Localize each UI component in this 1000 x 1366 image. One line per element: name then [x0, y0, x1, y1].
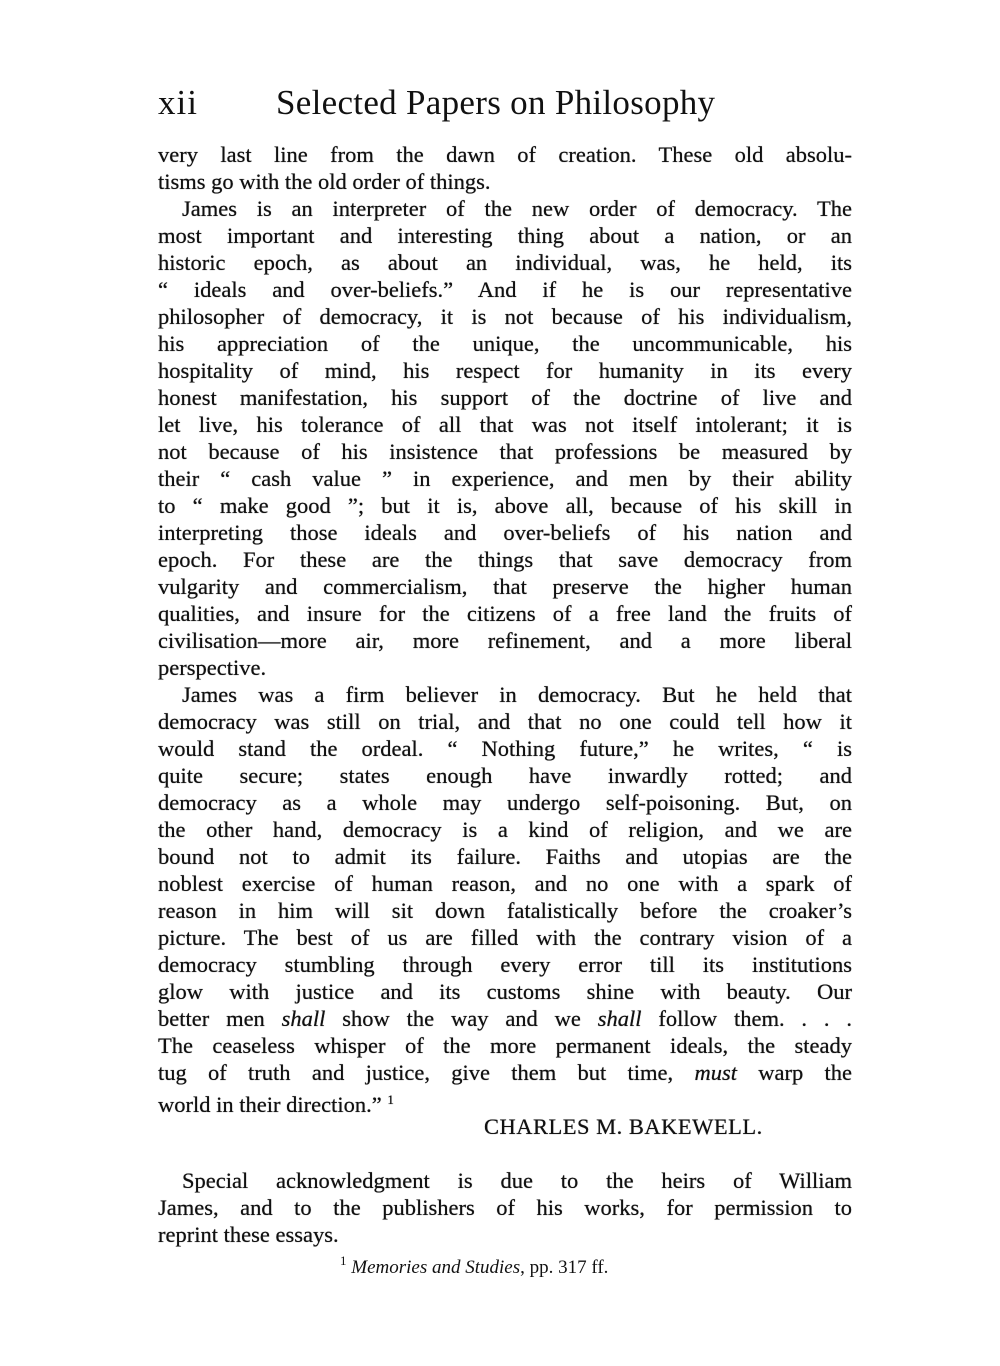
- acknowledgment: [158, 1167, 852, 1248]
- text-line: [158, 438, 852, 465]
- text-segment: most important and interesting thing about a nation, or an: [158, 223, 852, 248]
- text-line: [158, 735, 852, 762]
- text-segment: not because of his insistence that professions be measured by: [158, 439, 852, 464]
- text-line: [158, 681, 852, 708]
- text-segment: interpreting those ideals and over-beliefs of his nation and: [158, 520, 852, 545]
- text-line: [158, 276, 852, 303]
- text-line: [158, 1221, 852, 1248]
- text-segment: glow with justice and its customs shine with beauty. Our: [158, 979, 852, 1004]
- text-line: [158, 168, 852, 195]
- text-line: [158, 330, 852, 357]
- footnote-reference: 1: [387, 1092, 394, 1107]
- text-segment: tug of truth and justice, give them but time,: [158, 1060, 695, 1085]
- text-line: [158, 816, 852, 843]
- text-line: [158, 465, 852, 492]
- page-number: xii: [158, 83, 198, 122]
- text-segment: democracy was still on trial, and that no one could tell how it: [158, 709, 852, 734]
- text-segment: epoch. For these are the things that save democracy from: [158, 547, 852, 572]
- text-segment: his appreciation of the unique, the uncommunicable, his: [158, 331, 852, 356]
- text-segment: quite secure; states enough have inwardly rotted; and: [158, 763, 852, 788]
- text-line: [158, 195, 852, 222]
- text-segment: bound not to admit its failure. Faiths and utopias are the: [158, 844, 852, 869]
- main-text: [158, 141, 853, 1117]
- text-line: [158, 141, 852, 168]
- text-line: [158, 519, 852, 546]
- text-line: [158, 1059, 852, 1086]
- text-segment: follow them. . . .: [641, 1006, 853, 1031]
- text-line: [158, 303, 852, 330]
- text-segment: James was a firm believer in democracy. But he held that: [182, 682, 852, 707]
- text-line: [158, 627, 852, 654]
- text-line: [158, 357, 852, 384]
- text-line: [158, 1032, 852, 1059]
- text-segment: philosopher of democracy, it is not because of his individualism,: [158, 304, 852, 329]
- text-segment: civilisation—more air, more refinement, and a more liberal: [158, 628, 852, 653]
- page-body: [158, 141, 852, 1248]
- text-line: [158, 1005, 852, 1032]
- text-line: [158, 897, 852, 924]
- text-segment: hospitality of mind, his respect for humanity in its every: [158, 358, 852, 383]
- footnote-pages: , pp. 317 ff.: [520, 1257, 609, 1278]
- text-segment: perspective.: [158, 655, 267, 680]
- text-segment: James is an interpreter of the new order of democracy. The: [182, 196, 852, 221]
- text-line: [158, 978, 852, 1005]
- text-segment: reason in him will sit down fatalistically before the croaker’s: [158, 898, 852, 923]
- footnote-mark: 1: [340, 1253, 347, 1268]
- text-segment: vulgarity and commercialism, that preserve the higher human: [158, 574, 852, 599]
- text-line: [158, 573, 852, 600]
- text-segment: world in their direction.”: [158, 1092, 382, 1117]
- text-line: [158, 1086, 852, 1117]
- italic-text: must: [694, 1060, 737, 1085]
- text-segment: James, and to the publishers of his works, for permission to: [158, 1195, 852, 1220]
- footnote: [340, 1248, 608, 1281]
- text-segment: noblest exercise of human reason, and no one with a spark of: [158, 871, 852, 896]
- text-line: [158, 789, 852, 816]
- running-title: Selected Papers on Philosophy: [276, 83, 716, 122]
- text-segment: historic epoch, as about an individual, was, he held, its: [158, 250, 852, 275]
- text-segment: would stand the ordeal. “ Nothing future,” he writes, “ is: [158, 736, 852, 761]
- text-line: [158, 1194, 852, 1221]
- text-line: [158, 843, 852, 870]
- text-segment: democracy stumbling through every error till its institutions: [158, 952, 852, 977]
- text-line: [158, 924, 852, 951]
- text-segment: qualities, and insure for the citizens of a free land the fruits of: [158, 601, 852, 626]
- text-segment: show the way and we: [325, 1006, 598, 1031]
- text-segment: democracy as a whole may undergo self-poisoning. But, on: [158, 790, 852, 815]
- text-segment: tisms go with the old order of things.: [158, 169, 491, 194]
- text-line: [158, 951, 852, 978]
- text-segment: the other hand, democracy is a kind of religion, and we are: [158, 817, 852, 842]
- text-segment: The ceaseless whisper of the more permanent ideals, the steady: [158, 1033, 852, 1058]
- text-line: [158, 492, 852, 519]
- page-header: [158, 80, 858, 126]
- italic-text: shall: [597, 1006, 642, 1031]
- text-segment: better men: [158, 1006, 282, 1031]
- text-line: [158, 1167, 852, 1194]
- text-line: [158, 654, 852, 681]
- text-segment: honest manifestation, his support of the doctrine of live and: [158, 385, 852, 410]
- text-line: [158, 762, 852, 789]
- text-segment: reprint these essays.: [158, 1222, 339, 1247]
- text-segment: let live, his tolerance of all that was not itself intolerant; it is: [158, 412, 852, 437]
- text-line: [158, 546, 852, 573]
- text-line: [158, 411, 852, 438]
- footnote-title: Memories and Studies: [351, 1257, 521, 1278]
- text-line: [158, 870, 852, 897]
- spacer: [158, 1140, 852, 1167]
- text-segment: to “ make good ”; but it is, above all, because of his skill in: [158, 493, 852, 518]
- text-line: [158, 222, 852, 249]
- text-line: [158, 600, 852, 627]
- text-segment: Special acknowledgment is due to the heirs of William: [182, 1168, 852, 1193]
- text-segment: very last line from the dawn of creation. These old absolu-: [158, 142, 852, 167]
- text-segment: their “ cash value ” in experience, and men by their ability: [158, 466, 852, 491]
- text-line: [158, 249, 852, 276]
- text-segment: picture. The best of us are filled with the contrary vision of a: [158, 925, 852, 950]
- text-segment: warp the: [736, 1060, 852, 1085]
- italic-text: shall: [281, 1006, 326, 1031]
- text-line: [158, 384, 852, 411]
- text-segment: “ ideals and over-beliefs.” And if he is our representative: [158, 277, 852, 302]
- text-line: [158, 708, 852, 735]
- signature: CHARLES M. BAKEWELL.: [484, 1114, 763, 1139]
